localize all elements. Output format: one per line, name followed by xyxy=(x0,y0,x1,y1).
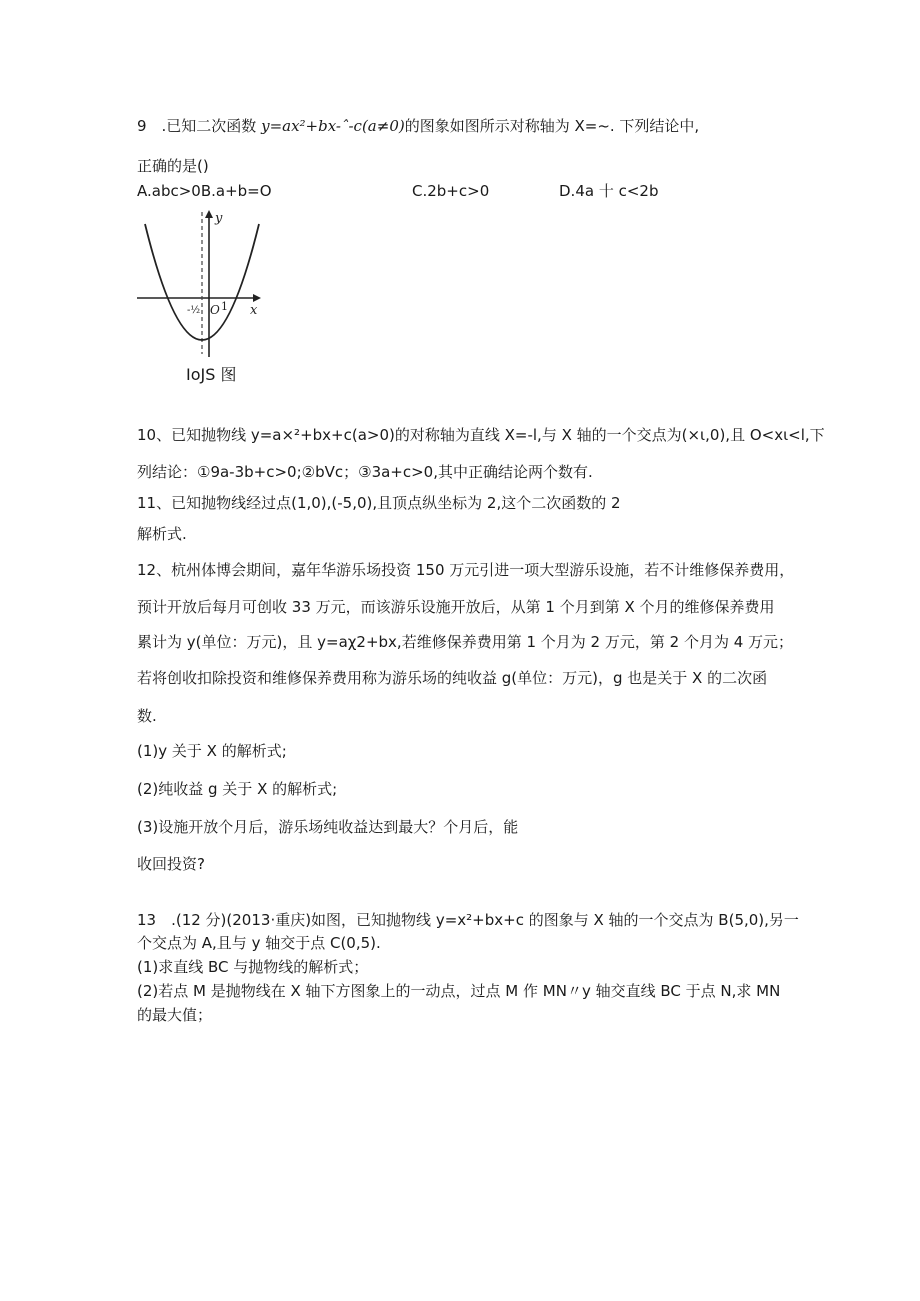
one-label: 1 xyxy=(221,300,228,313)
q13-part2-cont: 的最大值； xyxy=(137,1006,213,1024)
y-axis-label: y xyxy=(215,211,223,226)
origin-label: O xyxy=(210,303,220,317)
q10-line1: 10、已知抛物线 y=a×²+bx+c(a>0)的对称轴为直线 X=-l,与 X 轴的一个交点为(×ι,0),且 O<xι<l,下 xyxy=(137,426,825,444)
parabola-figure xyxy=(133,204,265,362)
q12-line: 累计为 y(单位：万元)，且 y=aχ2+bx,若维修保养费用第 1 个月为 2 万元，第 2 个月为 4 万元； xyxy=(137,633,794,651)
q11-line2: 解析式. xyxy=(137,525,187,543)
x-axis-arrow xyxy=(253,294,261,302)
q12-part3-cont: 收回投资? xyxy=(137,855,205,873)
q9-option-c: C.2b+c>0 xyxy=(412,182,490,200)
figure-caption: IoJS 图 xyxy=(186,365,237,384)
q9-line1 xyxy=(137,116,699,136)
q12-line: 预计开放后每月可创收 33 万元，而该游乐设施开放后，从第 1 个月到第 X 个月的维修保养费用 xyxy=(137,598,775,616)
y-axis-arrow xyxy=(205,210,213,218)
q13-part2: (2)若点 M 是抛物线在 X 轴下方图象上的一动点，过点 M 作 MN〃y 轴交直线 BC 于点 N,求 MN xyxy=(137,982,781,1000)
q9-suffix: 的图象如图所示对称轴为 X=~. 下列结论中, xyxy=(404,117,700,135)
q9-option-ab: A.abc>0B.a+b=O xyxy=(137,182,272,200)
q10-line2: 列结论：①9a-3b+c>0;②bVc；③3a+c>0,其中正确结论两个数有. xyxy=(137,463,593,481)
x-axis-label: x xyxy=(250,303,258,318)
q12-part2: (2)纯收益 g 关于 X 的解析式; xyxy=(137,780,338,798)
q9-formula: y=ax²+bx-ˆ-c(a≠0) xyxy=(261,117,405,135)
q13-part1: (1)求直线 BC 与抛物线的解析式； xyxy=(137,958,369,976)
q12-line: 数. xyxy=(137,707,157,725)
q13-line: 13 .(12 分)(2013·重庆)如图，已知抛物线 y=x²+bx+c 的图象与 X 轴的一个交点为 B(5,0),另一 xyxy=(137,911,799,929)
q13-line: 个交点为 A,且与 y 轴交于点 C(0,5). xyxy=(137,934,381,952)
q12-line: 若将创收扣除投资和维修保养费用称为游乐场的纯收益 g(单位：万元)，g 也是关于 X 的二次函 xyxy=(137,669,768,687)
q9-line2: 正确的是() xyxy=(137,157,209,175)
q9-option-d: D.4a 十 c<2b xyxy=(559,182,659,200)
q9-prefix: 9 .已知二次函数 xyxy=(137,117,262,135)
q11-line1: 11、已知抛物线经过点(1,0),(-5,0),且顶点纵坐标为 2,这个二次函数的 2 xyxy=(137,494,621,512)
half-label: -½ xyxy=(187,305,201,316)
q12-part1: (1)y 关于 X 的解析式; xyxy=(137,742,287,760)
q12-part3: (3)设施开放个月后，游乐场纯收益达到最大？个月后，能 xyxy=(137,818,519,836)
q12-line: 12、杭州体博会期间，嘉年华游乐场投资 150 万元引进一项大型游乐设施，若不计维修保养费用， xyxy=(137,561,795,579)
